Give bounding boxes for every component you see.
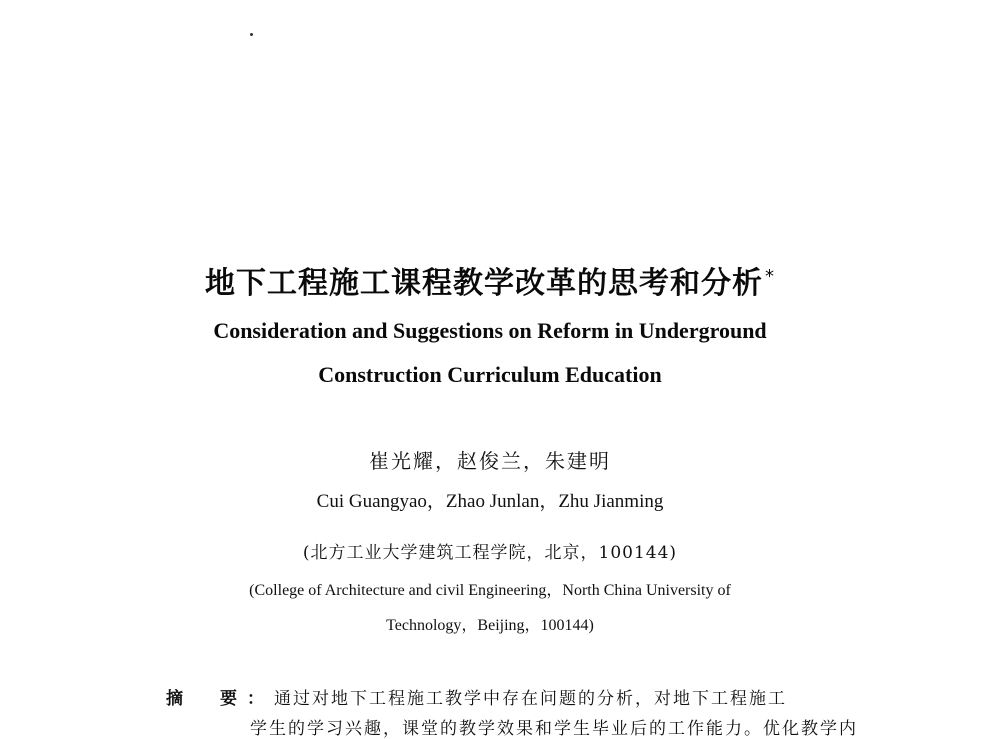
title-footnote-mark: * <box>765 266 775 287</box>
abstract-line1 <box>166 684 846 709</box>
title-english-line1: Consideration and Suggestions on Reform in Underground <box>213 318 767 343</box>
abstract-label: 摘 要： <box>166 689 274 709</box>
scan-speck <box>250 33 253 36</box>
title-chinese <box>0 258 980 302</box>
title-chinese-text: 地下工程施工课程教学改革的思考和分析 <box>205 266 763 301</box>
affiliation-english-line1: (College of Architecture and civil Engineering，North China University of <box>249 582 731 599</box>
abstract-text-line2: 学生的学习兴趣，课堂的教学效果和学生毕业后的工作能力。优化教学内 <box>250 719 858 739</box>
affiliation-english-line2: Technology，Beijing，100144) <box>386 617 594 634</box>
affiliation-chinese: (北方工业大学建筑工程学院，北京，100144) <box>302 543 678 563</box>
title-english-line2: Construction Curriculum Education <box>318 362 662 387</box>
authors-english: Cui Guangyao，Zhao Junlan，Zhu Jianming <box>316 491 664 512</box>
abstract-text-line1: 通过对地下工程施工教学中存在问题的分析，对地下工程施工 <box>274 689 787 709</box>
authors-chinese: 崔光耀，赵俊兰，朱建明 <box>369 449 611 473</box>
